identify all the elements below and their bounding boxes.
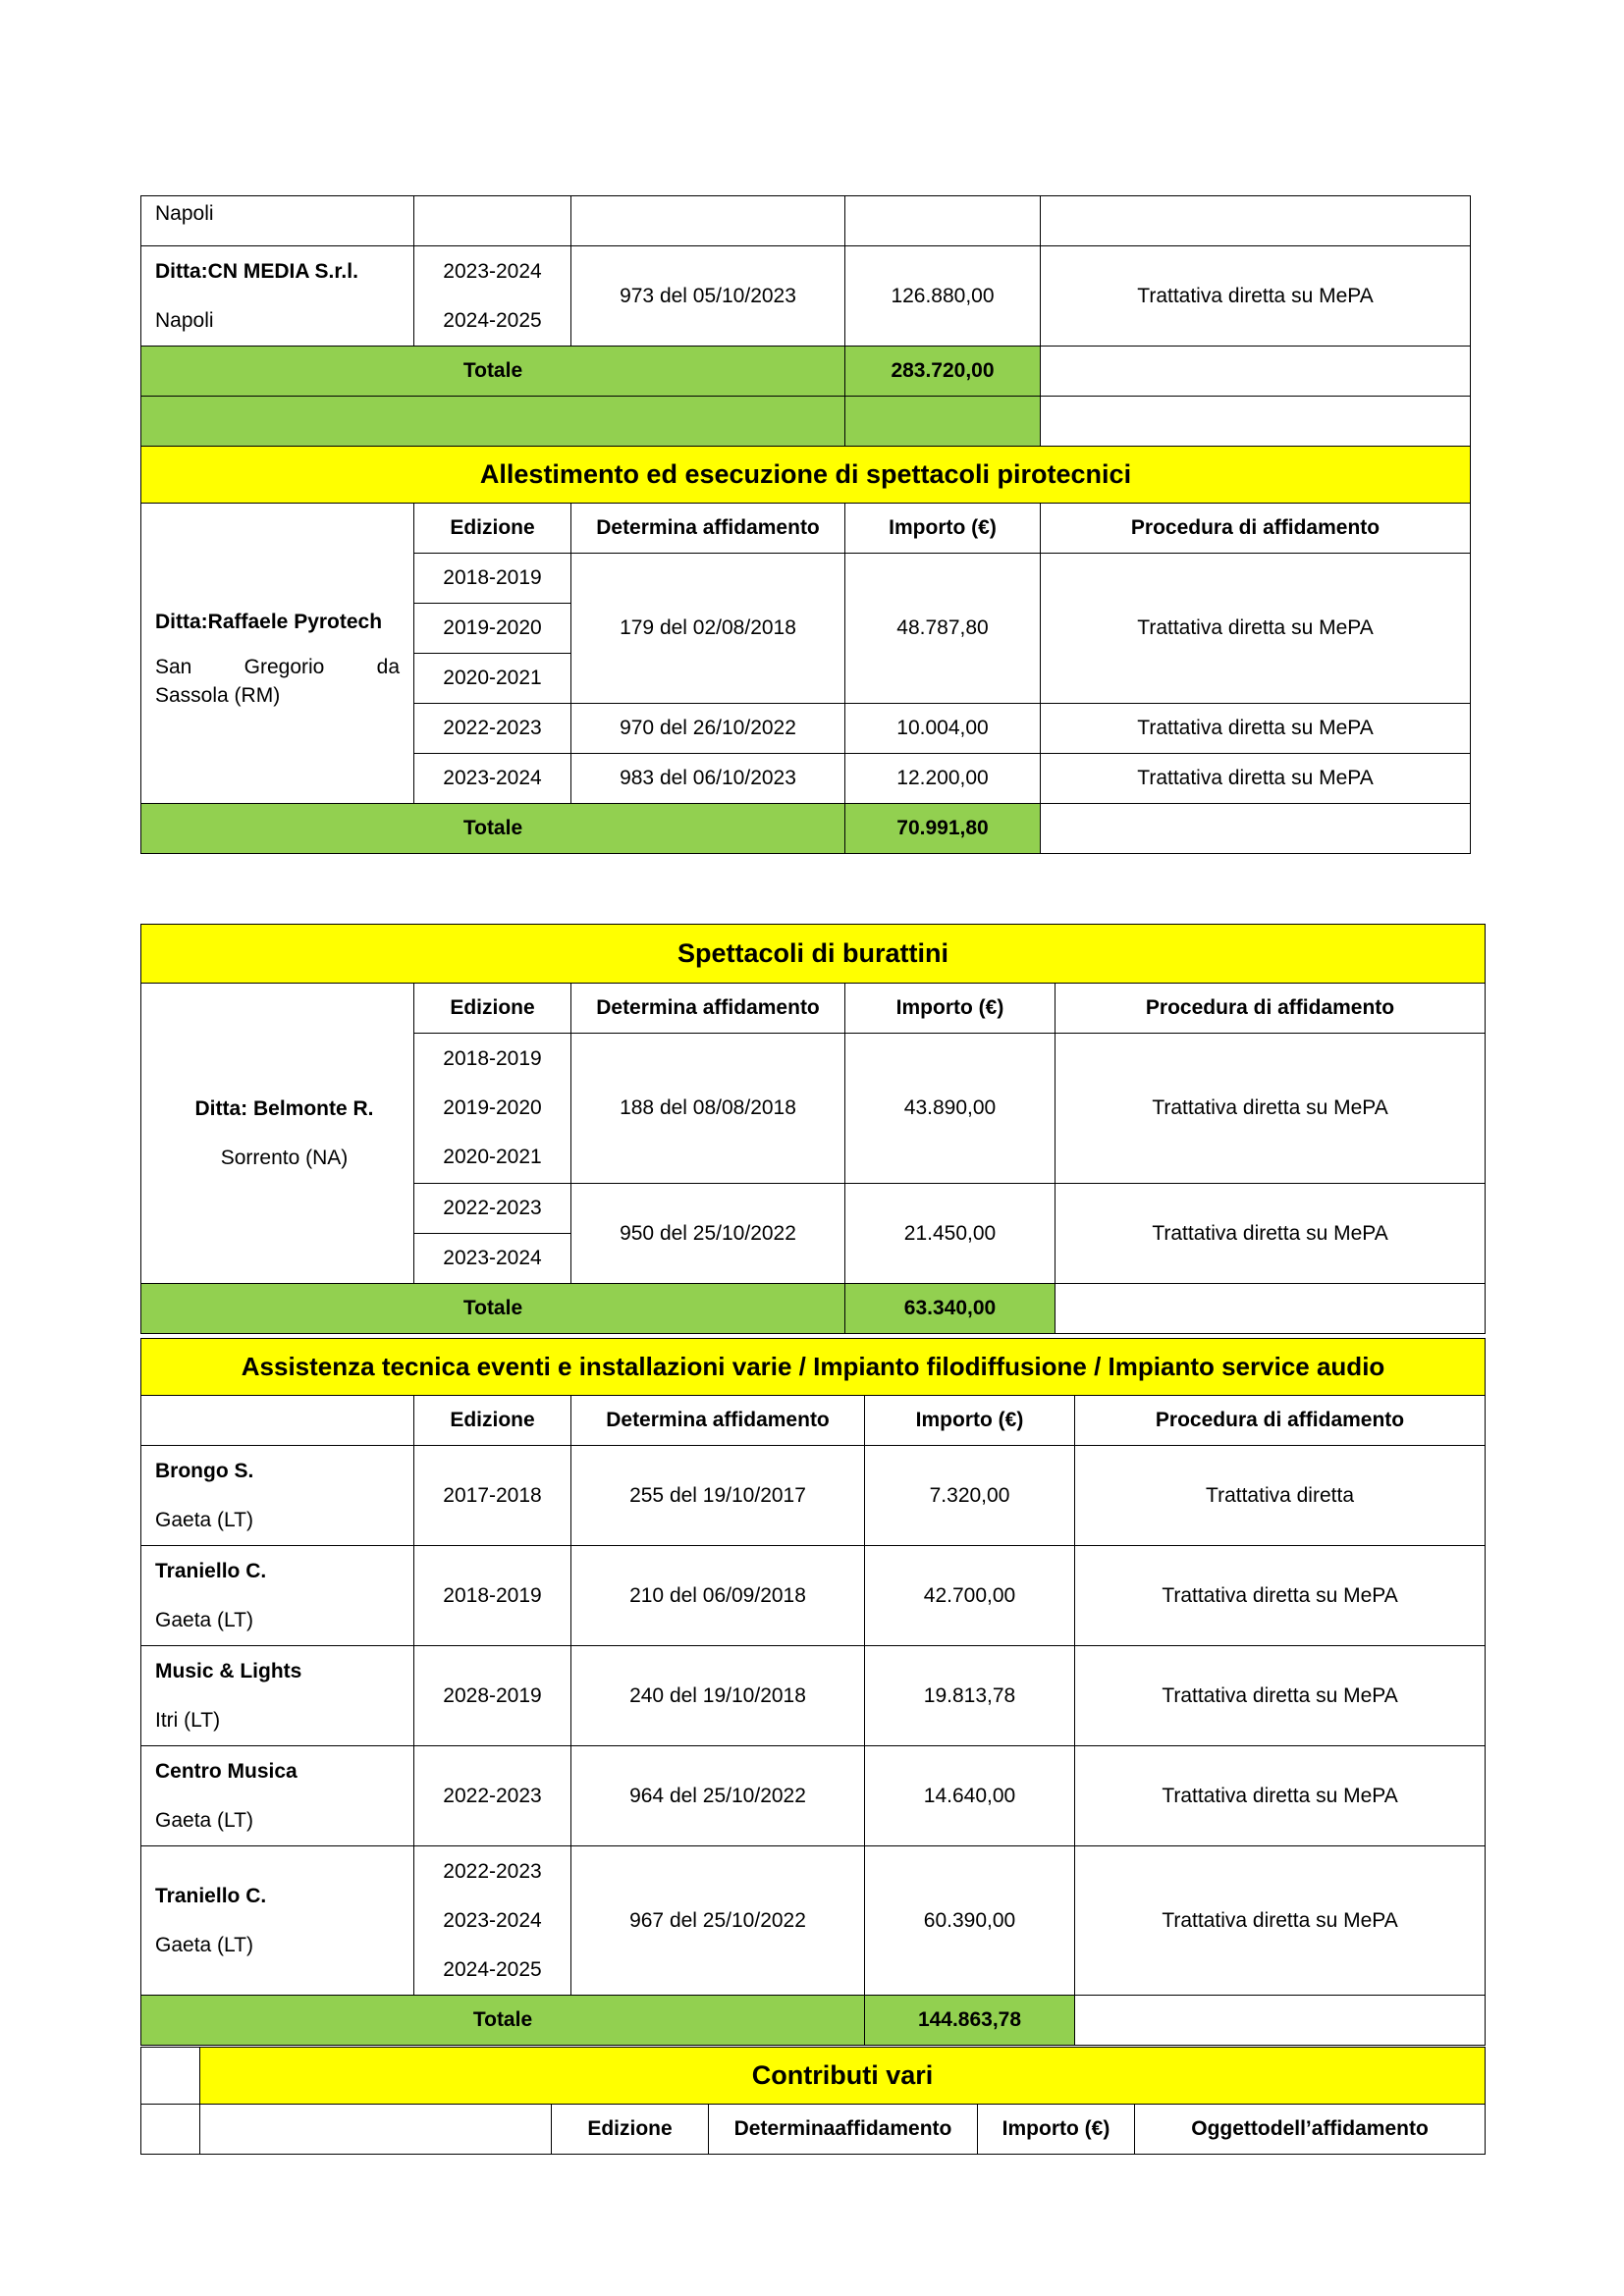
company-city-line2: Sassola (RM)	[155, 683, 281, 707]
header-determina: Determina affidamento	[571, 1396, 865, 1446]
edizione-value: 2022-2023	[443, 1859, 542, 1883]
company-city: Sorrento (NA)	[220, 1146, 349, 1169]
header-procedura: Procedura di affidamento	[1041, 504, 1471, 554]
company-cell	[141, 246, 414, 347]
determina-value: 188 del 08/08/2018	[571, 1034, 845, 1184]
header-edizione: Edizione	[552, 2105, 709, 2155]
header-procedura: Procedura di affidamento	[1075, 1396, 1486, 1446]
header-row	[141, 984, 1486, 1034]
procedura-value: Trattativa diretta su MePA	[1075, 1746, 1486, 1846]
section-title-row	[141, 2048, 1486, 2105]
procedura-value: Trattativa diretta su MePA	[1056, 1034, 1486, 1184]
company-cell	[141, 984, 414, 1284]
company-cell	[141, 1546, 414, 1646]
table-row	[141, 1646, 1486, 1746]
determina-value: 967 del 25/10/2022	[571, 1846, 865, 1996]
edizione-value: 2028-2019	[414, 1646, 571, 1746]
edizione-value: 2022-2023	[414, 704, 571, 754]
importo-value: 126.880,00	[845, 246, 1041, 347]
company-city: Gaeta (LT)	[155, 1608, 253, 1631]
section-title-row	[141, 925, 1486, 984]
total-value: 283.720,00	[845, 347, 1041, 397]
edizione-value: 2019-2020	[414, 604, 571, 654]
importo-value: 7.320,00	[865, 1446, 1075, 1546]
header-determina: Determina affidamento	[571, 984, 845, 1034]
importo-value: 14.640,00	[865, 1746, 1075, 1846]
importo-value: 48.787,80	[845, 554, 1041, 704]
header-row	[141, 1396, 1486, 1446]
header-row	[141, 2105, 1486, 2155]
section-title-row	[141, 1339, 1486, 1396]
total-row	[141, 347, 1471, 397]
company-city: Gaeta (LT)	[155, 1933, 253, 1956]
table-burattini	[140, 924, 1486, 1334]
header-oggetto: Oggettodell’affidamento	[1135, 2105, 1486, 2155]
company-name: Traniello C.	[155, 1559, 267, 1582]
header-importo: Importo (€)	[845, 984, 1056, 1034]
determina-value: 983 del 06/10/2023	[571, 754, 845, 804]
edizione-value: 2023-2024	[414, 1234, 571, 1284]
section-title: Allestimento ed esecuzione di spettacoli pirotecnici	[141, 447, 1471, 504]
company-city: Gaeta (LT)	[155, 1808, 253, 1832]
determina-value: 964 del 25/10/2022	[571, 1746, 865, 1846]
edizione-value: 2020-2021	[414, 654, 571, 704]
edizione-value: 2023-2024	[414, 754, 571, 804]
header-edizione: Edizione	[414, 984, 571, 1034]
edizione-value: 2018-2019	[443, 1047, 542, 1070]
importo-value: 10.004,00	[845, 704, 1041, 754]
company-name: Traniello C.	[155, 1884, 267, 1907]
determina-value: 950 del 25/10/2022	[571, 1184, 845, 1284]
header-importo: Importo (€)	[865, 1396, 1075, 1446]
importo-value: 42.700,00	[865, 1546, 1075, 1646]
company-name: Brongo S.	[155, 1459, 254, 1482]
procedura-value: Trattativa diretta su MePA	[1075, 1846, 1486, 1996]
company-city: San Gregorio da	[155, 655, 400, 678]
total-row	[141, 1284, 1486, 1334]
total-row	[141, 1996, 1486, 2046]
header-importo: Importo (€)	[845, 504, 1041, 554]
section-title: Spettacoli di burattini	[141, 925, 1486, 984]
table-row	[141, 1746, 1486, 1846]
table-assistenza-tecnica	[140, 1338, 1486, 2046]
importo-value: 12.200,00	[845, 754, 1041, 804]
procedura-value: Trattativa diretta su MePA	[1075, 1646, 1486, 1746]
company-name: Ditta: Belmonte R.	[194, 1096, 374, 1120]
determina-value: 210 del 06/09/2018	[571, 1546, 865, 1646]
company-cell	[141, 1446, 414, 1546]
edizione-cell	[414, 246, 571, 347]
edizione-value: 2018-2019	[414, 1546, 571, 1646]
company-city: Itri (LT)	[155, 1708, 221, 1732]
company-name: Centro Musica	[155, 1759, 298, 1783]
edizione-value: 2023-2024	[443, 1908, 542, 1932]
determina-value: 973 del 05/10/2023	[571, 246, 845, 347]
total-label: Totale	[141, 1996, 865, 2046]
procedura-value: Trattativa diretta su MePA	[1075, 1546, 1486, 1646]
edizione-value: 2020-2021	[443, 1146, 542, 1168]
company-city: Gaeta (LT)	[155, 1508, 253, 1531]
header-determina: Determinaaffidamento	[709, 2105, 978, 2155]
total-value: 70.991,80	[845, 804, 1041, 854]
edizione-cell	[414, 1846, 571, 1996]
company-cell	[141, 504, 414, 804]
table-row	[141, 246, 1471, 347]
determina-value: 255 del 19/10/2017	[571, 1446, 865, 1546]
spacer-row	[141, 397, 1471, 447]
company-cell	[141, 1846, 414, 1996]
section-title-row	[141, 447, 1471, 504]
table-contributi-vari	[140, 2047, 1486, 2155]
company-name: Music & Lights	[155, 1659, 302, 1682]
determina-value: 179 del 02/08/2018	[571, 554, 845, 704]
total-label: Totale	[141, 1284, 845, 1334]
header-edizione: Edizione	[414, 504, 571, 554]
edizione-value: 2019-2020	[443, 1096, 542, 1119]
edizione-value: 2022-2023	[414, 1746, 571, 1846]
header-edizione: Edizione	[414, 1396, 571, 1446]
edizione-value: 2024-2025	[443, 1957, 542, 1981]
company-name: Ditta:CN MEDIA S.r.l.	[155, 259, 358, 283]
table-row	[141, 196, 1471, 246]
header-importo: Importo (€)	[978, 2105, 1135, 2155]
edizione-cell	[414, 1034, 571, 1184]
company-city: Napoli	[155, 202, 214, 225]
table-row	[141, 1446, 1486, 1546]
procedura-value: Trattativa diretta	[1075, 1446, 1486, 1546]
edizione-value: 2022-2023	[414, 1184, 571, 1234]
edizione-value: 2017-2018	[414, 1446, 571, 1546]
importo-value: 21.450,00	[845, 1184, 1056, 1284]
total-row	[141, 804, 1471, 854]
company-name: Ditta:Raffaele Pyrotech	[155, 610, 383, 633]
edizione-value: 2018-2019	[414, 554, 571, 604]
procedura-value: Trattativa diretta su MePA	[1056, 1184, 1486, 1284]
header-row	[141, 504, 1471, 554]
determina-value: 240 del 19/10/2018	[571, 1646, 865, 1746]
importo-value: 43.890,00	[845, 1034, 1056, 1184]
determina-value: 970 del 26/10/2022	[571, 704, 845, 754]
procedura-value: Trattativa diretta su MePA	[1041, 704, 1471, 754]
table-pirotecnici	[140, 195, 1471, 854]
header-procedura: Procedura di affidamento	[1056, 984, 1486, 1034]
company-cell	[141, 1746, 414, 1846]
procedura-value: Trattativa diretta su MePA	[1041, 554, 1471, 704]
total-value: 144.863,78	[865, 1996, 1075, 2046]
procedura-value: Trattativa diretta su MePA	[1041, 754, 1471, 804]
procedura-value: Trattativa diretta su MePA	[1041, 246, 1471, 347]
company-cell	[141, 1646, 414, 1746]
section-title: Assistenza tecnica eventi e installazioni varie / Impianto filodiffusione / Impianto service audio	[141, 1339, 1486, 1396]
table-row	[141, 1846, 1486, 1996]
header-determina: Determina affidamento	[571, 504, 845, 554]
company-city: Napoli	[155, 308, 214, 332]
edizione-value: 2024-2025	[443, 308, 542, 332]
importo-value: 60.390,00	[865, 1846, 1075, 1996]
total-label: Totale	[141, 347, 845, 397]
total-value: 63.340,00	[845, 1284, 1056, 1334]
edizione-value: 2023-2024	[443, 259, 542, 283]
table-row	[141, 1546, 1486, 1646]
section-title: Contributi vari	[200, 2048, 1486, 2105]
total-label: Totale	[141, 804, 845, 854]
company-cell	[141, 196, 414, 246]
importo-value: 19.813,78	[865, 1646, 1075, 1746]
